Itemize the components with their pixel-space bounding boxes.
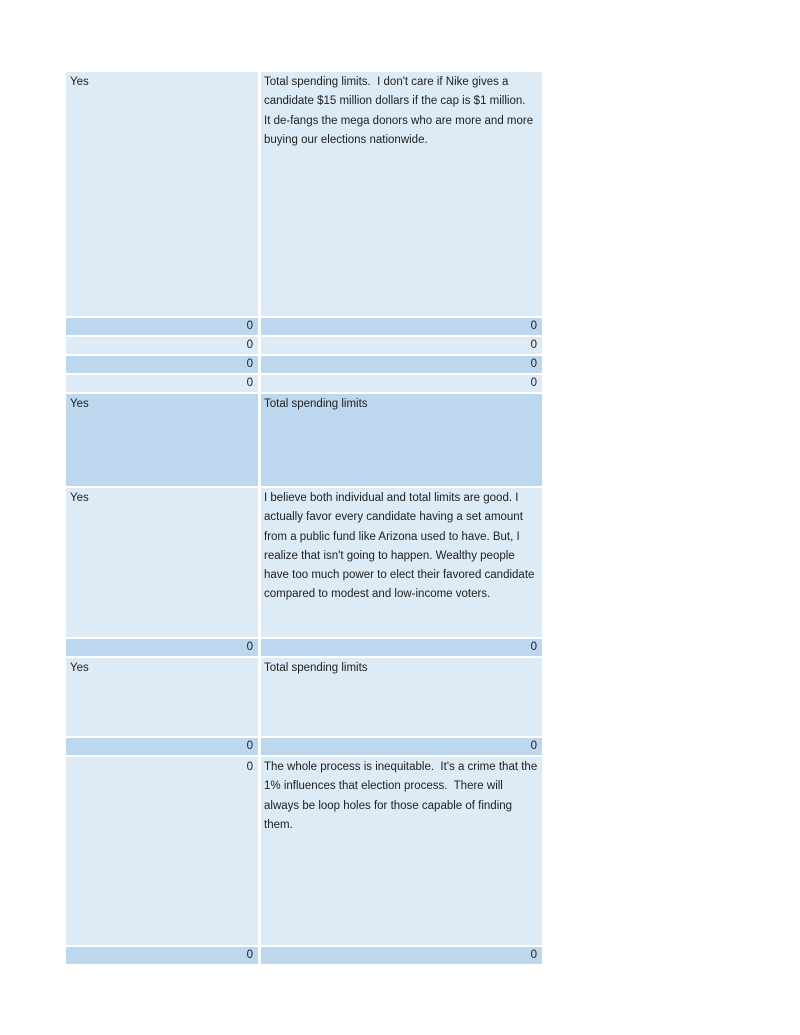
comment-cell-row6[interactable]: Total spending limits [261, 394, 542, 486]
answer-cell-row1[interactable]: Yes [66, 72, 258, 316]
response-table [66, 72, 542, 964]
comment-cell-row11[interactable]: The whole process is inequitable. It's a crime that the 1% influences that election process. There will always be loop holes for those capable of finding them. [261, 757, 542, 945]
comment-cell-row7[interactable]: I believe both individual and total limits are good. I actually favor every candidate having a set amount from a public fund like Arizona used to have. But, I realize that isn't going to happen. Wealthy people have too much power to elect their favored candidate compared to modest and low-income voters. [261, 488, 542, 637]
zero-cell-row4-col1[interactable]: 0 [66, 356, 258, 373]
zero-cell-row5-col1[interactable]: 0 [66, 375, 258, 392]
zero-cell-row2-col2[interactable]: 0 [261, 318, 542, 335]
comment-cell-row9[interactable]: Total spending limits [261, 658, 542, 736]
comment-cell-row1[interactable]: Total spending limits. I don't care if Nike gives a candidate $15 million dollars if the cap is $1 million. It de-fangs the mega donors who are more and more buying our elections nationwide. [261, 72, 542, 316]
zero-cell-row3-col2[interactable]: 0 [261, 337, 542, 354]
answer-cell-row9[interactable]: Yes [66, 658, 258, 736]
zero-cell-row8-col1[interactable]: 0 [66, 639, 258, 656]
zero-cell-row8-col2[interactable]: 0 [261, 639, 542, 656]
zero-cell-row5-col2[interactable]: 0 [261, 375, 542, 392]
zero-cell-row3-col1[interactable]: 0 [66, 337, 258, 354]
answer-cell-row6[interactable]: Yes [66, 394, 258, 486]
zero-cell-row12-col1[interactable]: 0 [66, 947, 258, 964]
zero-cell-row4-col2[interactable]: 0 [261, 356, 542, 373]
zero-cell-row12-col2[interactable]: 0 [261, 947, 542, 964]
zero-cell-row11-col1[interactable]: 0 [66, 757, 258, 945]
zero-cell-row10-col1[interactable]: 0 [66, 738, 258, 755]
zero-cell-row2-col1[interactable]: 0 [66, 318, 258, 335]
answer-cell-row7[interactable]: Yes [66, 488, 258, 637]
zero-cell-row10-col2[interactable]: 0 [261, 738, 542, 755]
